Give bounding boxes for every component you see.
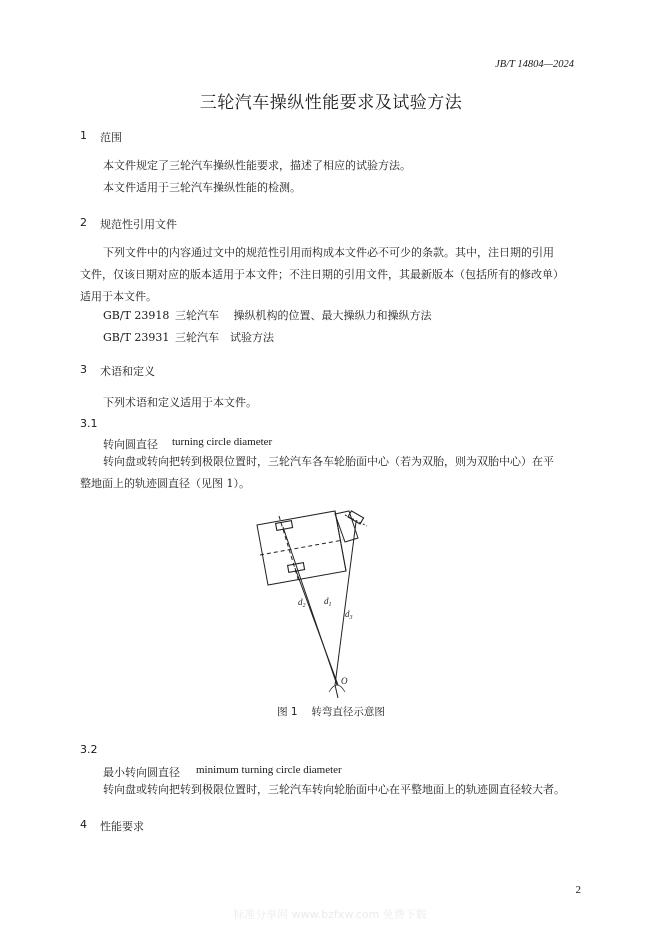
term-3-1-definition-line-2: 整地面上的轨迹圆直径（见图 1）。 xyxy=(80,477,250,490)
term-3-1-definition-line-1: 转向盘或转向把转到极限位置时，三轮汽车各车轮胎面中心（若为双胎，则为双胎中心）在平 xyxy=(103,455,554,468)
standard-number: JB/T 14804—2024 xyxy=(495,59,574,70)
term-3-2-definition: 转向盘或转向把转到极限位置时，三轮汽车转向轮胎面中心在平整地面上的轨迹圆直径较大者。 xyxy=(103,783,565,796)
diameter-line-d1 xyxy=(295,568,338,685)
section-2-title: 规范性引用文件 xyxy=(100,218,177,231)
label-origin: O xyxy=(341,676,348,686)
section-2-number: 2 xyxy=(80,216,87,229)
section-3-intro: 下列术语和定义适用于本文件。 xyxy=(103,396,257,409)
label-d3: $d_3$ xyxy=(345,609,353,621)
term-3-1-number: 3.1 xyxy=(80,417,98,430)
term-3-2-english: minimum turning circle diameter xyxy=(196,764,342,776)
section-2-paragraph-line-1: 下列文件中的内容通过文中的规范性引用而构成本文件必不可少的条款。其中，注日期的引用 xyxy=(103,246,554,259)
watermark: 标准分享网 www.bzfxw.com 免费下载 xyxy=(233,908,427,921)
label-d2: $d_2$ xyxy=(298,597,306,609)
section-1-paragraph-1: 本文件规定了三轮汽车操纵性能要求，描述了相应的试验方法。 xyxy=(103,159,411,172)
diameter-line-d3 xyxy=(335,522,356,685)
label-d1: $d_1$ xyxy=(324,596,332,608)
section-1-number: 1 xyxy=(80,129,87,142)
document-title: 三轮汽车操纵性能要求及试验方法 xyxy=(199,93,463,113)
vehicle-centerline xyxy=(260,540,343,555)
section-3-number: 3 xyxy=(80,363,87,376)
section-4-title: 性能要求 xyxy=(100,820,144,833)
term-3-2-number: 3.2 xyxy=(80,743,98,756)
section-2-paragraph-line-3: 适用于本文件。 xyxy=(80,290,157,303)
reference-2-title: 三轮汽车 试验方法 xyxy=(175,331,274,344)
turning-circle-figure xyxy=(225,500,425,700)
reference-2-code: GB/T 23931 xyxy=(103,331,170,344)
term-3-1-english: turning circle diameter xyxy=(172,436,273,448)
reference-1-title: 三轮汽车 操纵机构的位置、最大操纵力和操纵方法 xyxy=(175,309,432,322)
term-3-2-chinese: 最小转向圆直径 xyxy=(103,766,180,779)
section-1-title: 范围 xyxy=(100,131,122,144)
section-4-number: 4 xyxy=(80,818,87,831)
section-3-title: 术语和定义 xyxy=(100,365,155,378)
figure-caption: 图 1 转弯直径示意图 xyxy=(277,706,385,718)
section-1-paragraph-2: 本文件适用于三轮汽车操纵性能的检测。 xyxy=(103,181,301,194)
page-number: 2 xyxy=(575,884,581,896)
section-2-paragraph-line-2: 文件，仅该日期对应的版本适用于本文件；不注日期的引用文件，其最新版本（包括所有的修改单） xyxy=(80,268,564,281)
term-3-1-chinese: 转向圆直径 xyxy=(103,438,158,451)
reference-1-code: GB/T 23918 xyxy=(103,309,170,322)
